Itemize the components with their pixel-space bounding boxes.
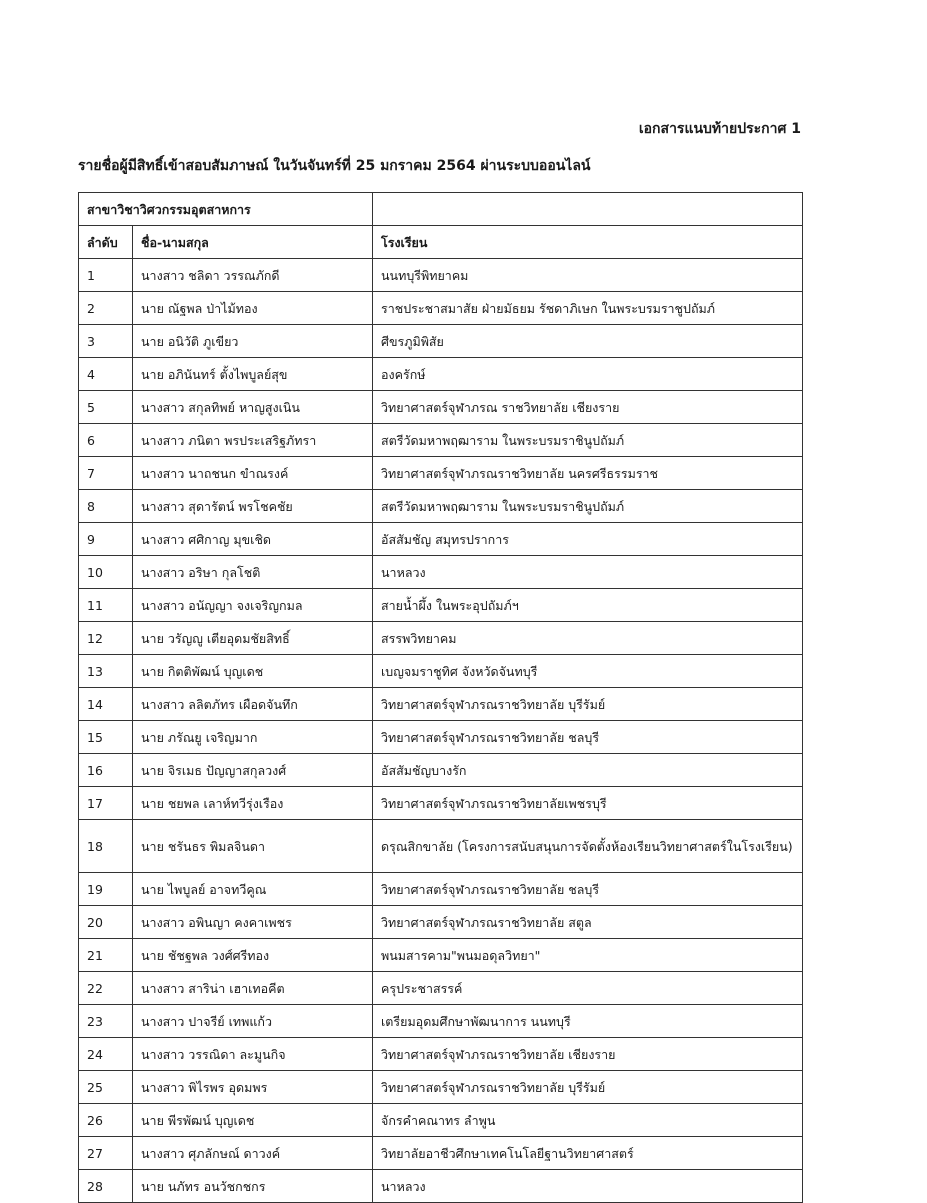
table-row bbox=[79, 655, 803, 688]
candidate-name: นาย ชัชฐพล วงศ์ศรีทอง bbox=[133, 939, 373, 972]
school-name: สตรีวัดมหาพฤฒาราม ในพระบรมราชินูปถัมภ์ bbox=[373, 490, 803, 523]
row-number: 19 bbox=[79, 873, 133, 906]
row-number: 22 bbox=[79, 972, 133, 1005]
school-name: วิทยาศาสตร์จุฬาภรณ ราชวิทยาลัย เชียงราย bbox=[373, 391, 803, 424]
table-row bbox=[79, 292, 803, 325]
school-name: วิทยาศาสตร์จุฬาภรณราชวิทยาลัย บุรีรัมย์ bbox=[373, 1071, 803, 1104]
school-name: เบญจมราชูทิศ จังหวัดจันทบุรี bbox=[373, 655, 803, 688]
candidate-name: นางสาว สกุลทิพย์ หาญสูงเนิน bbox=[133, 391, 373, 424]
row-number: 25 bbox=[79, 1071, 133, 1104]
row-number: 13 bbox=[79, 655, 133, 688]
row-number: 11 bbox=[79, 589, 133, 622]
row-number: 26 bbox=[79, 1104, 133, 1137]
table-row bbox=[79, 556, 803, 589]
table-row bbox=[79, 523, 803, 556]
candidate-name: นางสาว ชลิดา วรรณภักดี bbox=[133, 259, 373, 292]
column-header-name: ชื่อ-นามสกุล bbox=[133, 226, 373, 259]
candidate-name: นาย วรัญญู เตียอุดมชัยสิทธิ์ bbox=[133, 622, 373, 655]
school-name: วิทยาศาสตร์จุฬาภรณราชวิทยาลัย ชลบุรี bbox=[373, 721, 803, 754]
candidate-name: นาย ณัฐพล ป่าไม้ทอง bbox=[133, 292, 373, 325]
table-row bbox=[79, 1170, 803, 1203]
column-header-school: โรงเรียน bbox=[373, 226, 803, 259]
row-number: 18 bbox=[79, 820, 133, 873]
candidate-name: นางสาว ปาจรีย์ เทพแก้ว bbox=[133, 1005, 373, 1038]
candidate-name: นาย อนิวัติ ภูเขียว bbox=[133, 325, 373, 358]
candidate-name: นาย ภรัณยู เจริญมาก bbox=[133, 721, 373, 754]
table-row bbox=[79, 457, 803, 490]
table-row bbox=[79, 358, 803, 391]
row-number: 15 bbox=[79, 721, 133, 754]
row-number: 6 bbox=[79, 424, 133, 457]
table-row bbox=[79, 1005, 803, 1038]
table-row bbox=[79, 721, 803, 754]
school-name: เตรียมอุดมศึกษาพัฒนาการ นนทบุรี bbox=[373, 1005, 803, 1038]
candidate-name: นางสาว พิไรพร อุดมพร bbox=[133, 1071, 373, 1104]
school-name: อัสสัมชัญบางรัก bbox=[373, 754, 803, 787]
school-name: นนทบุรีพิทยาคม bbox=[373, 259, 803, 292]
candidate-name: นางสาว สุดารัตน์ พรโชคชัย bbox=[133, 490, 373, 523]
candidate-name: นาย อภินันทร์ ตั้งไพบูลย์สุข bbox=[133, 358, 373, 391]
row-number: 4 bbox=[79, 358, 133, 391]
table-row bbox=[79, 972, 803, 1005]
candidate-name: นาย ชรันธร พิมลจินดา bbox=[133, 820, 373, 873]
candidate-name: นางสาว สาริน่า เฮาเทอคีต bbox=[133, 972, 373, 1005]
row-number: 3 bbox=[79, 325, 133, 358]
row-number: 1 bbox=[79, 259, 133, 292]
table-row bbox=[79, 1071, 803, 1104]
school-name: จักรคำคณาทร ลำพูน bbox=[373, 1104, 803, 1137]
candidate-name: นางสาว อริษา กุลโชติ bbox=[133, 556, 373, 589]
school-name: วิทยาศาสตร์จุฬาภรณราชวิทยาลัย นครศรีธรรมราช bbox=[373, 457, 803, 490]
candidate-name: นาย นภัทร อนวัชกชกร bbox=[133, 1170, 373, 1203]
row-number: 7 bbox=[79, 457, 133, 490]
section-title: สาขาวิชาวิศวกรรมอุตสาหการ bbox=[79, 193, 373, 226]
table-row bbox=[79, 622, 803, 655]
school-name: ดรุณสิกขาลัย (โครงการสนับสนุนการจัดตั้งห้องเรียนวิทยาศาสตร์ในโรงเรียน) bbox=[373, 820, 803, 873]
column-header-number: ลำดับ bbox=[79, 226, 133, 259]
row-number: 27 bbox=[79, 1137, 133, 1170]
candidate-name: นางสาว ศศิกาญ มุขเชิด bbox=[133, 523, 373, 556]
candidate-name: นางสาว ศุภลักษณ์ ดาวงค์ bbox=[133, 1137, 373, 1170]
table-row bbox=[79, 688, 803, 721]
candidate-name: นางสาว ลลิตภัทร เผือดจันทึก bbox=[133, 688, 373, 721]
table-row bbox=[79, 939, 803, 972]
school-name: นาหลวง bbox=[373, 556, 803, 589]
header-row bbox=[79, 226, 803, 259]
school-name: สตรีวัดมหาพฤฒาราม ในพระบรมราชินูปถัมภ์ bbox=[373, 424, 803, 457]
candidate-name: นาย ชยพล เลาห์ทวีรุ่งเรือง bbox=[133, 787, 373, 820]
row-number: 9 bbox=[79, 523, 133, 556]
row-number: 14 bbox=[79, 688, 133, 721]
page-title: รายชื่อผู้มีสิทธิ์เข้าสอบสัมภาษณ์ ในวันจันทร์ที่ 25 มกราคม 2564 ผ่านระบบออนไลน์ bbox=[78, 158, 591, 174]
candidate-name: นาย ไพบูลย์ อาจทวีคูณ bbox=[133, 873, 373, 906]
row-number: 24 bbox=[79, 1038, 133, 1071]
row-number: 17 bbox=[79, 787, 133, 820]
table-row bbox=[79, 325, 803, 358]
table-row bbox=[79, 1104, 803, 1137]
candidate-name: นางสาว ภนิตา พรประเสริฐภัทรา bbox=[133, 424, 373, 457]
school-name: สรรพวิทยาคม bbox=[373, 622, 803, 655]
row-number: 5 bbox=[79, 391, 133, 424]
candidates-table bbox=[78, 192, 803, 1203]
school-name: อัสสัมชัญ สมุทรปราการ bbox=[373, 523, 803, 556]
table-row bbox=[79, 391, 803, 424]
annex-label: เอกสารแนบท้ายประกาศ 1 bbox=[638, 121, 801, 137]
table-row bbox=[79, 589, 803, 622]
table-body bbox=[79, 259, 803, 1203]
table-row bbox=[79, 1038, 803, 1071]
school-name: ครุประชาสรรค์ bbox=[373, 972, 803, 1005]
row-number: 21 bbox=[79, 939, 133, 972]
school-name: ราชประชาสมาสัย ฝ่ายมัธยม รัชดาภิเษก ในพระบรมราชูปถัมภ์ bbox=[373, 292, 803, 325]
school-name: วิทยาลัยอาชีวศึกษาเทคโนโลยีฐานวิทยาศาสตร์ bbox=[373, 1137, 803, 1170]
school-name: วิทยาศาสตร์จุฬาภรณราชวิทยาลัย สตูล bbox=[373, 906, 803, 939]
table-row bbox=[79, 754, 803, 787]
school-name: วิทยาศาสตร์จุฬาภรณราชวิทยาลัย บุรีรัมย์ bbox=[373, 688, 803, 721]
school-name: พนมสารคาม"พนมอดุลวิทยา" bbox=[373, 939, 803, 972]
table-row bbox=[79, 424, 803, 457]
table-row bbox=[79, 820, 803, 873]
row-number: 10 bbox=[79, 556, 133, 589]
section-blank-cell bbox=[373, 193, 803, 226]
row-number: 8 bbox=[79, 490, 133, 523]
table-row bbox=[79, 1137, 803, 1170]
candidate-name: นาย พีรพัฒน์ บุญเดช bbox=[133, 1104, 373, 1137]
candidate-name: นาย จิรเมธ ปัญญาสกุลวงศ์ bbox=[133, 754, 373, 787]
row-number: 28 bbox=[79, 1170, 133, 1203]
row-number: 2 bbox=[79, 292, 133, 325]
table-row bbox=[79, 873, 803, 906]
row-number: 12 bbox=[79, 622, 133, 655]
school-name: นาหลวง bbox=[373, 1170, 803, 1203]
candidate-name: นางสาว อนัญญา จงเจริญกมล bbox=[133, 589, 373, 622]
candidate-name: นางสาว นาถชนก ขำณรงค์ bbox=[133, 457, 373, 490]
school-name: วิทยาศาสตร์จุฬาภรณราชวิทยาลัยเพชรบุรี bbox=[373, 787, 803, 820]
candidate-name: นางสาว วรรณิดา ละมูนกิจ bbox=[133, 1038, 373, 1071]
row-number: 16 bbox=[79, 754, 133, 787]
school-name: ศีขรภูมิพิสัย bbox=[373, 325, 803, 358]
school-name: สายน้ำผึ้ง ในพระอุปถัมภ์ฯ bbox=[373, 589, 803, 622]
candidate-name: นางสาว อพินญา คงคาเพชร bbox=[133, 906, 373, 939]
table-row bbox=[79, 787, 803, 820]
school-name: วิทยาศาสตร์จุฬาภรณราชวิทยาลัย เชียงราย bbox=[373, 1038, 803, 1071]
candidate-name: นาย กิตติพัฒน์ บุญเดช bbox=[133, 655, 373, 688]
row-number: 20 bbox=[79, 906, 133, 939]
school-name: วิทยาศาสตร์จุฬาภรณราชวิทยาลัย ชลบุรี bbox=[373, 873, 803, 906]
section-row bbox=[79, 193, 803, 226]
row-number: 23 bbox=[79, 1005, 133, 1038]
table-row bbox=[79, 259, 803, 292]
table-row bbox=[79, 906, 803, 939]
school-name: องครักษ์ bbox=[373, 358, 803, 391]
table-row bbox=[79, 490, 803, 523]
